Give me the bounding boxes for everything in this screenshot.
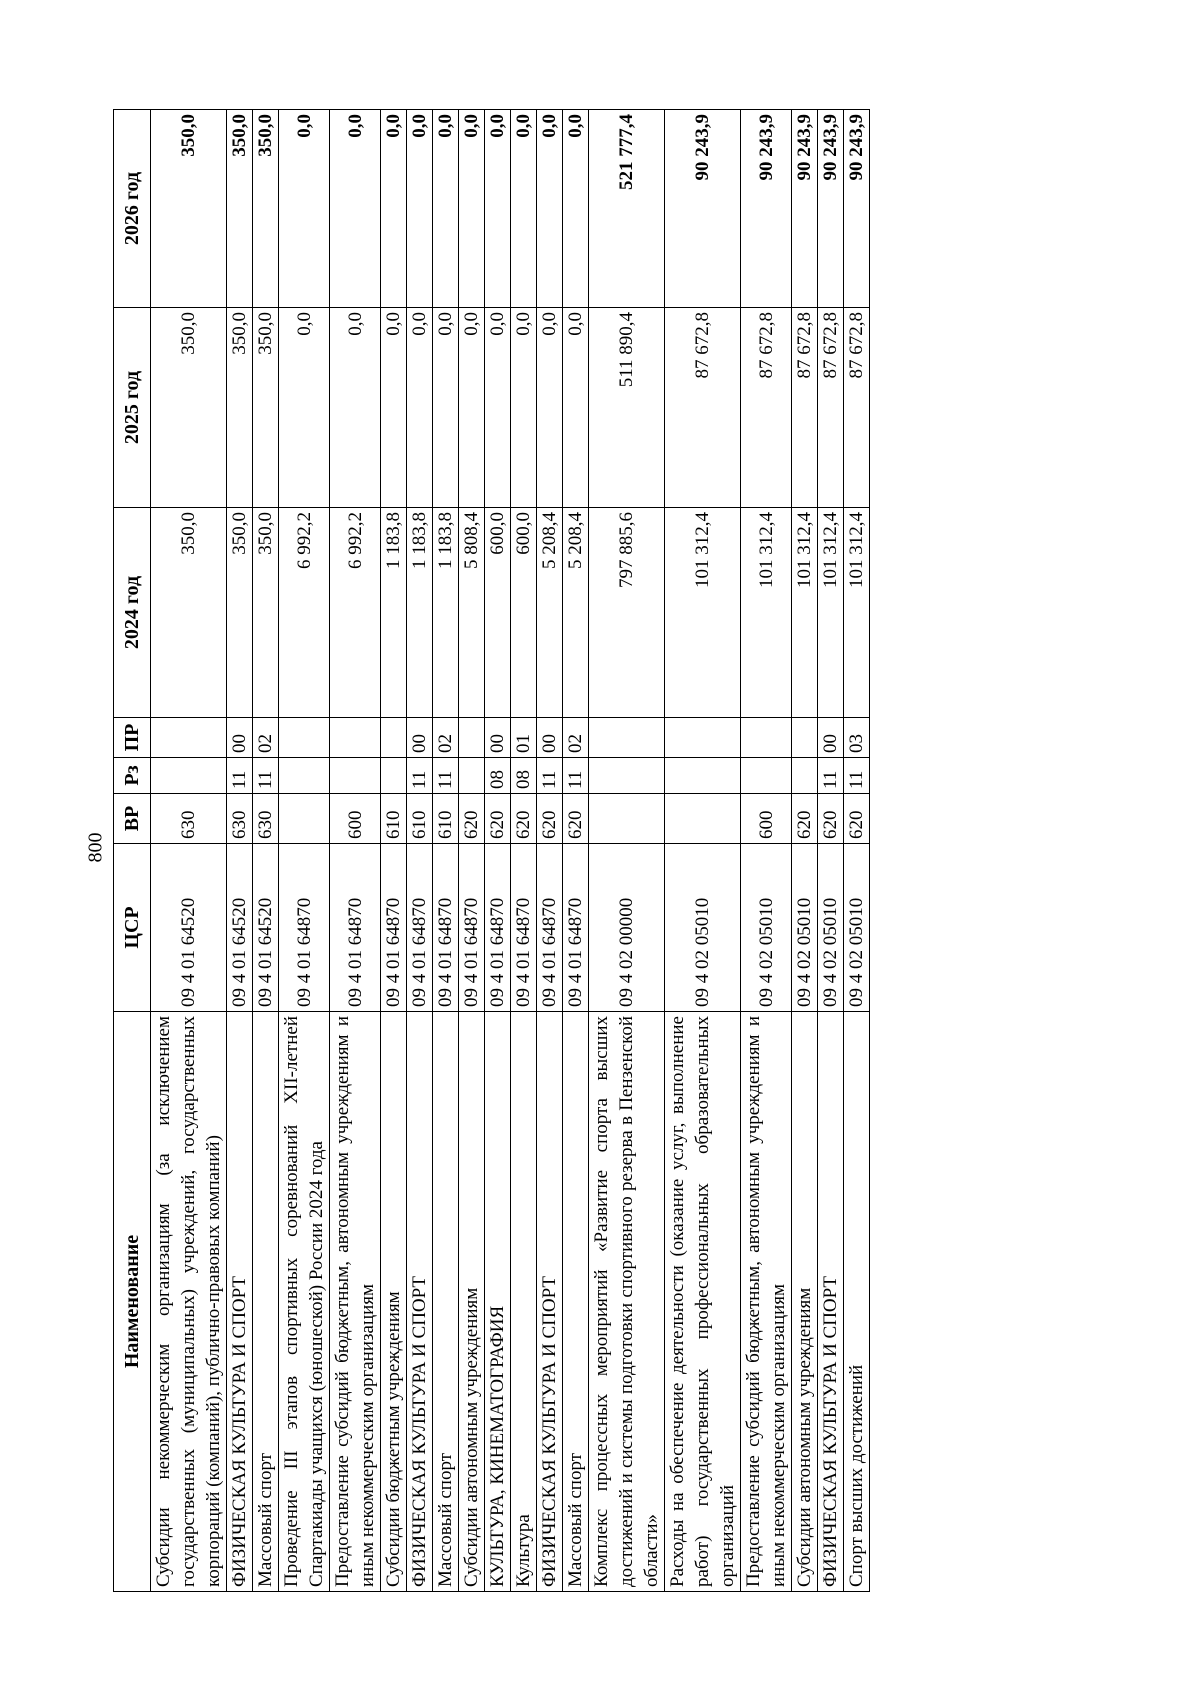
table-cell-csr: 09 4 01 64870 bbox=[433, 844, 459, 1012]
table-cell-2026: 0,0 bbox=[537, 110, 563, 308]
table-cell-rz: 11 bbox=[407, 758, 433, 794]
table-cell-2026: 0,0 bbox=[459, 110, 485, 308]
table-cell-2024: 101 312,4 bbox=[665, 508, 741, 718]
table-cell-name: Субсидии некоммерческим организациям (за исключением государственных (муниципальных) учреждений, государственных корпораций (компаний), публично-правовых компаний) bbox=[151, 1012, 227, 1592]
table-cell-vr: 610 bbox=[433, 794, 459, 844]
header-name: Наименование bbox=[114, 1012, 151, 1592]
table-cell-vr bbox=[279, 794, 330, 844]
header-csr: ЦСР bbox=[114, 844, 151, 1012]
table-cell-2026: 90 243,9 bbox=[844, 110, 870, 308]
table-cell-rz bbox=[741, 758, 792, 794]
table-cell-2025: 0,0 bbox=[330, 308, 381, 508]
table-cell-vr: 600 bbox=[330, 794, 381, 844]
table-cell-name: Спорт высших достижений bbox=[844, 1012, 870, 1592]
table-cell-pr: 02 bbox=[563, 718, 589, 758]
table-cell-name: Предоставление субсидий бюджетным, автономным учреждениям и иным некоммерческим организациям bbox=[330, 1012, 381, 1592]
table-cell-csr: 09 4 02 05010 bbox=[741, 844, 792, 1012]
table-cell-2025: 0,0 bbox=[563, 308, 589, 508]
header-vr: ВР bbox=[114, 794, 151, 844]
table-cell-rz: 11 bbox=[563, 758, 589, 794]
table-cell-vr: 620 bbox=[844, 794, 870, 844]
table-cell-2026: 90 243,9 bbox=[818, 110, 844, 308]
table-row bbox=[459, 110, 485, 1592]
table-cell-pr: 00 bbox=[407, 718, 433, 758]
table-cell-name: Расходы на обеспечение деятельности (оказание услуг, выполнение работ) государственных профессиональных образовательных организаций bbox=[665, 1012, 741, 1592]
table-cell-rz: 08 bbox=[511, 758, 537, 794]
table-cell-rz: 11 bbox=[433, 758, 459, 794]
table-cell-2026: 0,0 bbox=[433, 110, 459, 308]
table-cell-2024: 6 992,2 bbox=[279, 508, 330, 718]
table-cell-vr: 620 bbox=[792, 794, 818, 844]
table-row bbox=[227, 110, 253, 1592]
table-cell-vr: 630 bbox=[151, 794, 227, 844]
table-row bbox=[537, 110, 563, 1592]
table-cell-2025: 0,0 bbox=[537, 308, 563, 508]
table-row bbox=[818, 110, 844, 1592]
table-row bbox=[741, 110, 792, 1592]
table-cell-pr bbox=[279, 718, 330, 758]
table-cell-2024: 5 808,4 bbox=[459, 508, 485, 718]
table-cell-name: Массовый спорт bbox=[563, 1012, 589, 1592]
table-cell-2025: 87 672,8 bbox=[818, 308, 844, 508]
table-cell-2026: 0,0 bbox=[511, 110, 537, 308]
table-cell-vr bbox=[665, 794, 741, 844]
table-cell-2024: 101 312,4 bbox=[818, 508, 844, 718]
table-cell-csr: 09 4 02 05010 bbox=[665, 844, 741, 1012]
table-cell-2025: 0,0 bbox=[381, 308, 407, 508]
table-cell-rz bbox=[665, 758, 741, 794]
table-cell-csr: 09 4 02 05010 bbox=[792, 844, 818, 1012]
table-row bbox=[433, 110, 459, 1592]
table-cell-vr: 610 bbox=[407, 794, 433, 844]
table-cell-pr bbox=[741, 718, 792, 758]
table-row bbox=[279, 110, 330, 1592]
table-cell-2025: 0,0 bbox=[485, 308, 511, 508]
table-cell-2024: 5 208,4 bbox=[537, 508, 563, 718]
table-cell-pr: 00 bbox=[818, 718, 844, 758]
table-cell-rz: 11 bbox=[818, 758, 844, 794]
header-2026: 2026 год bbox=[114, 110, 151, 308]
table-cell-name: Субсидии автономным учреждениям bbox=[792, 1012, 818, 1592]
table-cell-csr: 09 4 02 05010 bbox=[818, 844, 844, 1012]
table-cell-pr bbox=[459, 718, 485, 758]
table-cell-2024: 101 312,4 bbox=[844, 508, 870, 718]
table-cell-2026: 0,0 bbox=[381, 110, 407, 308]
table-cell-rz: 11 bbox=[844, 758, 870, 794]
table-cell-pr: 00 bbox=[227, 718, 253, 758]
table-cell-2026: 350,0 bbox=[151, 110, 227, 308]
header-2025: 2025 год bbox=[114, 308, 151, 508]
table-cell-2026: 350,0 bbox=[253, 110, 279, 308]
table-cell-vr: 610 bbox=[381, 794, 407, 844]
table-cell-vr: 620 bbox=[511, 794, 537, 844]
table-row bbox=[381, 110, 407, 1592]
table-cell-pr: 00 bbox=[485, 718, 511, 758]
table-cell-pr: 02 bbox=[253, 718, 279, 758]
table-cell-csr: 09 4 01 64870 bbox=[459, 844, 485, 1012]
table-cell-vr: 620 bbox=[537, 794, 563, 844]
table-cell-csr: 09 4 01 64520 bbox=[151, 844, 227, 1012]
table-cell-2025: 87 672,8 bbox=[665, 308, 741, 508]
table-cell-csr: 09 4 01 64520 bbox=[227, 844, 253, 1012]
table-row bbox=[151, 110, 227, 1592]
table-cell-name: ФИЗИЧЕСКАЯ КУЛЬТУРА И СПОРТ bbox=[407, 1012, 433, 1592]
table-cell-name: Культура bbox=[511, 1012, 537, 1592]
table-cell-2026: 350,0 bbox=[227, 110, 253, 308]
table-cell-vr: 630 bbox=[253, 794, 279, 844]
header-rz: Рз bbox=[114, 758, 151, 794]
table-cell-vr: 620 bbox=[459, 794, 485, 844]
table-row bbox=[407, 110, 433, 1592]
table-cell-vr: 600 bbox=[741, 794, 792, 844]
table-cell-rz bbox=[459, 758, 485, 794]
table-cell-2026: 90 243,9 bbox=[665, 110, 741, 308]
table-row bbox=[589, 110, 665, 1592]
table-cell-2024: 797 885,6 bbox=[589, 508, 665, 718]
table-cell-csr: 09 4 02 00000 bbox=[589, 844, 665, 1012]
table-cell-name: Субсидии бюджетным учреждениям bbox=[381, 1012, 407, 1592]
table-cell-2026: 0,0 bbox=[279, 110, 330, 308]
table-cell-2026: 0,0 bbox=[563, 110, 589, 308]
table-cell-pr: 00 bbox=[537, 718, 563, 758]
table-cell-2024: 6 992,2 bbox=[330, 508, 381, 718]
table-cell-name: Массовый спорт bbox=[433, 1012, 459, 1592]
table-cell-2026: 90 243,9 bbox=[792, 110, 818, 308]
header-2024: 2024 год bbox=[114, 508, 151, 718]
table-cell-csr: 09 4 01 64870 bbox=[511, 844, 537, 1012]
table-cell-pr bbox=[330, 718, 381, 758]
table-cell-csr: 09 4 01 64870 bbox=[563, 844, 589, 1012]
table-cell-csr: 09 4 01 64870 bbox=[381, 844, 407, 1012]
table-cell-csr: 09 4 01 64870 bbox=[485, 844, 511, 1012]
table-cell-2024: 350,0 bbox=[151, 508, 227, 718]
table-cell-pr bbox=[381, 718, 407, 758]
table-cell-2024: 1 183,8 bbox=[433, 508, 459, 718]
table-cell-pr: 03 bbox=[844, 718, 870, 758]
table-row bbox=[665, 110, 741, 1592]
table-cell-rz bbox=[151, 758, 227, 794]
table-cell-rz bbox=[381, 758, 407, 794]
table-row bbox=[844, 110, 870, 1592]
table-cell-rz: 11 bbox=[253, 758, 279, 794]
table-cell-2026: 0,0 bbox=[330, 110, 381, 308]
table-cell-name: ФИЗИЧЕСКАЯ КУЛЬТУРА И СПОРТ bbox=[227, 1012, 253, 1592]
table-cell-vr: 620 bbox=[485, 794, 511, 844]
table-cell-2024: 600,0 bbox=[485, 508, 511, 718]
table-cell-2025: 0,0 bbox=[433, 308, 459, 508]
table-cell-pr: 01 bbox=[511, 718, 537, 758]
table-cell-csr: 09 4 01 64870 bbox=[407, 844, 433, 1012]
table-cell-name: ФИЗИЧЕСКАЯ КУЛЬТУРА И СПОРТ bbox=[537, 1012, 563, 1592]
table-cell-2024: 350,0 bbox=[227, 508, 253, 718]
budget-table bbox=[113, 109, 870, 1592]
table-row bbox=[511, 110, 537, 1592]
table-cell-csr: 09 4 02 05010 bbox=[844, 844, 870, 1012]
table-cell-pr bbox=[792, 718, 818, 758]
table-cell-2025: 87 672,8 bbox=[844, 308, 870, 508]
table-header-row bbox=[114, 110, 151, 1592]
table-cell-2026: 90 243,9 bbox=[741, 110, 792, 308]
table-cell-2025: 350,0 bbox=[227, 308, 253, 508]
table-cell-csr: 09 4 01 64520 bbox=[253, 844, 279, 1012]
table-cell-pr bbox=[151, 718, 227, 758]
header-pr: ПР bbox=[114, 718, 151, 758]
table-cell-rz bbox=[279, 758, 330, 794]
table-cell-rz: 11 bbox=[537, 758, 563, 794]
table-cell-2024: 600,0 bbox=[511, 508, 537, 718]
table-cell-2025: 0,0 bbox=[407, 308, 433, 508]
table-cell-pr bbox=[589, 718, 665, 758]
table-row bbox=[563, 110, 589, 1592]
table-cell-rz bbox=[792, 758, 818, 794]
table-cell-2025: 0,0 bbox=[279, 308, 330, 508]
table-cell-2026: 521 777,4 bbox=[589, 110, 665, 308]
table-cell-2026: 0,0 bbox=[407, 110, 433, 308]
page-number: 800 bbox=[84, 832, 107, 863]
table-cell-2025: 511 890,4 bbox=[589, 308, 665, 508]
table-cell-2024: 5 208,4 bbox=[563, 508, 589, 718]
table-cell-pr bbox=[665, 718, 741, 758]
table-cell-2025: 350,0 bbox=[253, 308, 279, 508]
table-cell-2025: 350,0 bbox=[151, 308, 227, 508]
table-cell-2025: 87 672,8 bbox=[792, 308, 818, 508]
table-cell-2026: 0,0 bbox=[485, 110, 511, 308]
table-cell-name: Предоставление субсидий бюджетным, автономным учреждениям и иным некоммерческим организациям bbox=[741, 1012, 792, 1592]
table-cell-rz bbox=[330, 758, 381, 794]
table-row bbox=[792, 110, 818, 1592]
rotated-page-content bbox=[113, 110, 1035, 1592]
table-cell-2024: 101 312,4 bbox=[741, 508, 792, 718]
table-cell-2025: 87 672,8 bbox=[741, 308, 792, 508]
table-cell-rz bbox=[589, 758, 665, 794]
table-cell-pr: 02 bbox=[433, 718, 459, 758]
table-row bbox=[330, 110, 381, 1592]
table-cell-name: ФИЗИЧЕСКАЯ КУЛЬТУРА И СПОРТ bbox=[818, 1012, 844, 1592]
table-cell-name: Комплекс процессных мероприятий «Развитие спорта высших достижений и системы подготовки спортивного резерва в Пензенской области» bbox=[589, 1012, 665, 1592]
table-cell-csr: 09 4 01 64870 bbox=[537, 844, 563, 1012]
table-cell-name: Субсидии автономным учреждениям bbox=[459, 1012, 485, 1592]
table-cell-2025: 0,0 bbox=[511, 308, 537, 508]
table-cell-rz: 11 bbox=[227, 758, 253, 794]
table-cell-csr: 09 4 01 64870 bbox=[330, 844, 381, 1012]
table-row bbox=[485, 110, 511, 1592]
table-cell-vr: 620 bbox=[563, 794, 589, 844]
table-cell-2024: 101 312,4 bbox=[792, 508, 818, 718]
table-cell-name: Массовый спорт bbox=[253, 1012, 279, 1592]
table-cell-name: КУЛЬТУРА, КИНЕМАТОГРАФИЯ bbox=[485, 1012, 511, 1592]
table-cell-vr bbox=[589, 794, 665, 844]
table-cell-2024: 1 183,8 bbox=[407, 508, 433, 718]
table-cell-2025: 0,0 bbox=[459, 308, 485, 508]
table-cell-vr: 620 bbox=[818, 794, 844, 844]
table-cell-2024: 1 183,8 bbox=[381, 508, 407, 718]
table-cell-rz: 08 bbox=[485, 758, 511, 794]
table-cell-name: Проведение III этапов спортивных соревнований XII-летней Спартакиады учащихся (юношеской) России 2024 года bbox=[279, 1012, 330, 1592]
table-cell-2024: 350,0 bbox=[253, 508, 279, 718]
table-row bbox=[253, 110, 279, 1592]
table-cell-csr: 09 4 01 64870 bbox=[279, 844, 330, 1012]
table-cell-vr: 630 bbox=[227, 794, 253, 844]
